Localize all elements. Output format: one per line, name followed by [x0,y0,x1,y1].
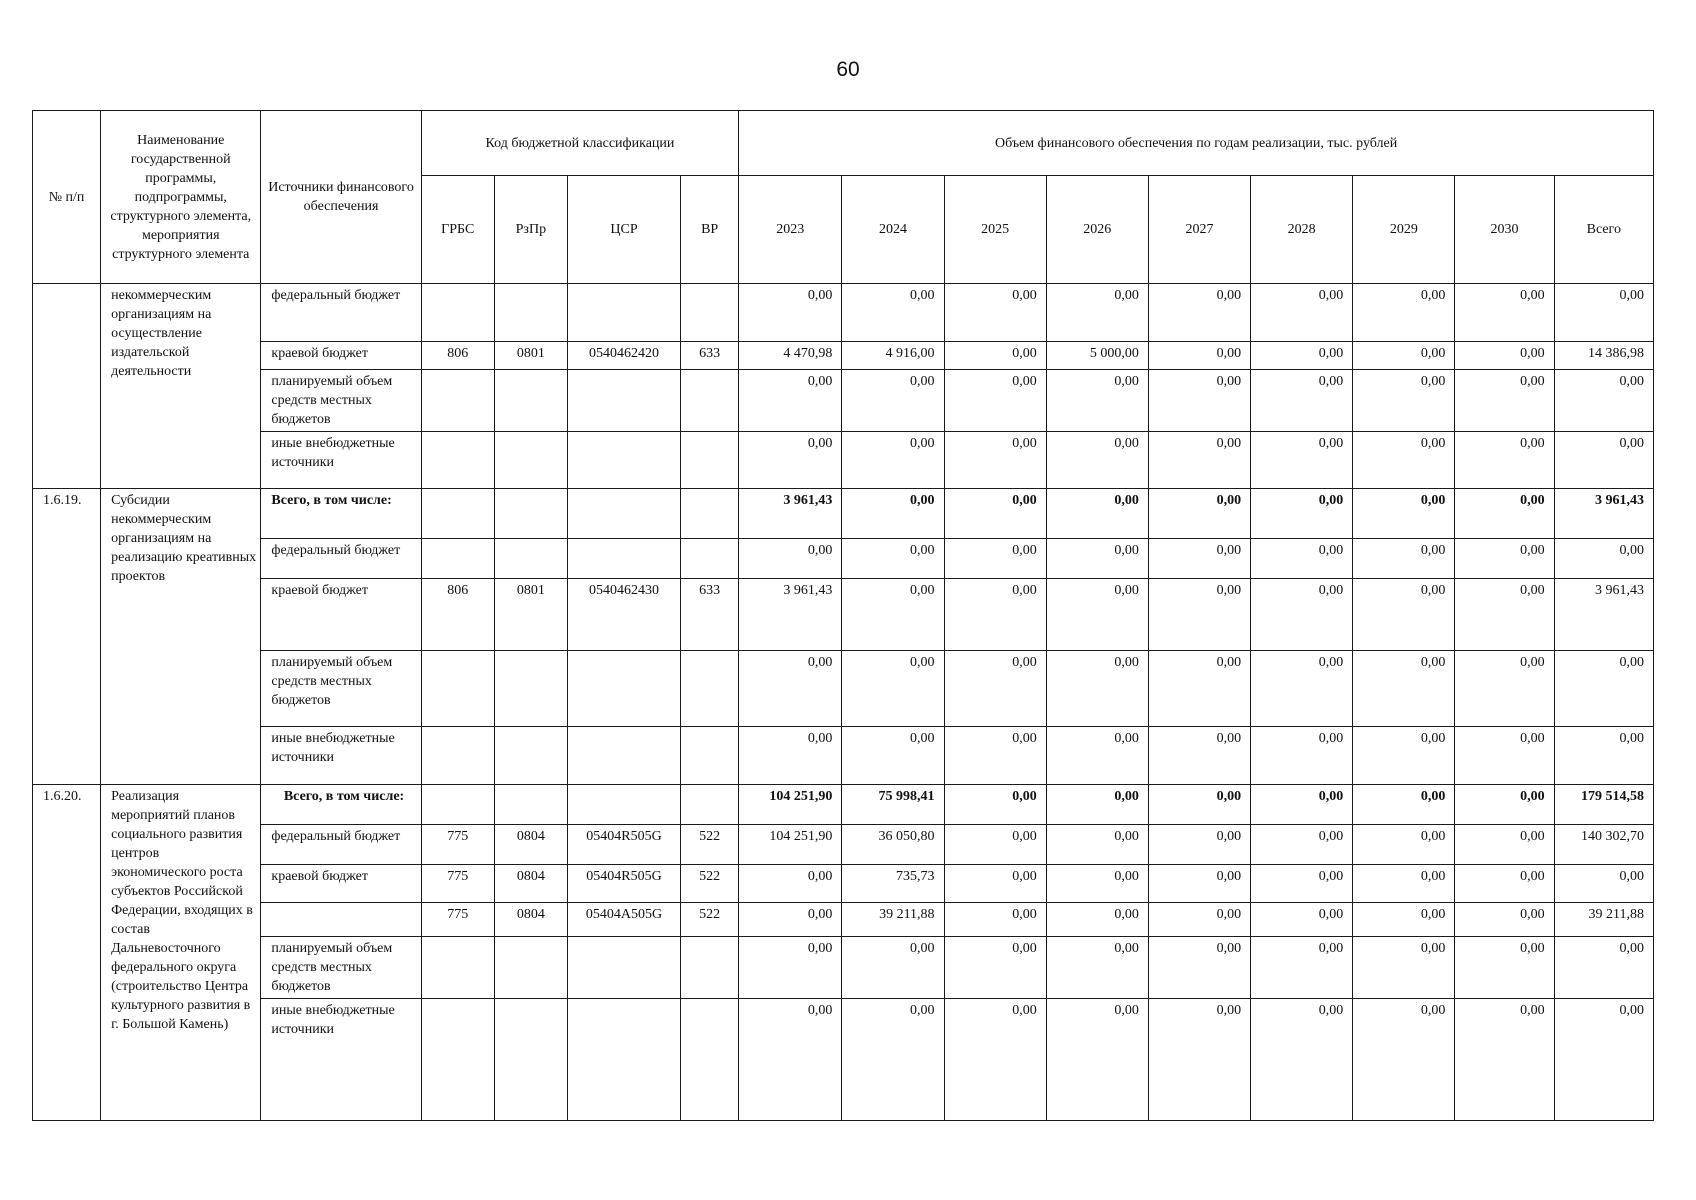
funding-source: планируемый объем средств местных бюджетов [261,937,421,999]
code-grbs [421,937,494,999]
header-total: Всего [1554,176,1653,284]
header-rzpr: РзПр [494,176,567,284]
value-year-2023: 104 251,90 [739,785,842,825]
funding-source: краевой бюджет [261,579,421,651]
table-row [33,539,1654,579]
value-year-2026: 0,00 [1046,651,1148,727]
value-year-2025: 0,00 [944,489,1046,539]
value-year-2028: 0,00 [1251,651,1353,727]
code-csr [567,539,680,579]
value-year-2027: 0,00 [1148,489,1250,539]
value-year-2027: 0,00 [1148,432,1250,489]
value-year-2026: 0,00 [1046,865,1148,903]
code-grbs [421,432,494,489]
code-csr: 0540462430 [567,579,680,651]
funding-source: краевой бюджет [261,342,421,370]
value-year-2024: 735,73 [842,865,944,903]
code-grbs [421,651,494,727]
code-csr [567,785,680,825]
value-year-2028: 0,00 [1251,785,1353,825]
table-row [33,284,1654,342]
table-row [33,489,1654,539]
value-year-2030: 0,00 [1455,785,1554,825]
value-year-2030: 0,00 [1455,342,1554,370]
code-grbs [421,539,494,579]
code-rzpr [494,284,567,342]
value-total: 0,00 [1554,370,1653,432]
table-row [33,342,1654,370]
value-year-2027: 0,00 [1148,651,1250,727]
code-grbs: 775 [421,825,494,865]
code-vr: 522 [681,903,739,937]
code-rzpr [494,370,567,432]
code-rzpr [494,432,567,489]
value-year-2030: 0,00 [1455,432,1554,489]
code-rzpr [494,785,567,825]
value-year-2027: 0,00 [1148,370,1250,432]
value-year-2028: 0,00 [1251,370,1353,432]
funding-source: Всего, в том числе: [261,489,421,539]
value-year-2025: 0,00 [944,937,1046,999]
value-year-2027: 0,00 [1148,727,1250,785]
code-vr [681,999,739,1121]
value-year-2025: 0,00 [944,284,1046,342]
code-csr: 05404R505G [567,865,680,903]
value-year-2023: 0,00 [739,370,842,432]
value-year-2024: 0,00 [842,284,944,342]
code-vr [681,785,739,825]
value-year-2026: 0,00 [1046,825,1148,865]
value-year-2024: 0,00 [842,937,944,999]
value-year-2027: 0,00 [1148,342,1250,370]
value-total: 3 961,43 [1554,579,1653,651]
code-vr: 633 [681,579,739,651]
value-year-2024: 0,00 [842,999,944,1121]
header-year-2028: 2028 [1251,176,1353,284]
code-grbs [421,727,494,785]
code-grbs: 806 [421,342,494,370]
value-year-2029: 0,00 [1353,432,1455,489]
value-year-2030: 0,00 [1455,865,1554,903]
code-csr [567,999,680,1121]
item-number: 1.6.19. [33,489,101,785]
value-year-2024: 75 998,41 [842,785,944,825]
header-budget-code: Код бюджетной классификации [421,111,739,176]
value-year-2028: 0,00 [1251,489,1353,539]
value-year-2025: 0,00 [944,342,1046,370]
funding-source: федеральный бюджет [261,539,421,579]
value-year-2029: 0,00 [1353,999,1455,1121]
value-year-2029: 0,00 [1353,579,1455,651]
code-csr: 05404A505G [567,903,680,937]
value-year-2030: 0,00 [1455,651,1554,727]
value-year-2024: 4 916,00 [842,342,944,370]
value-year-2028: 0,00 [1251,539,1353,579]
table-row [33,579,1654,651]
value-year-2023: 104 251,90 [739,825,842,865]
value-year-2028: 0,00 [1251,825,1353,865]
value-year-2030: 0,00 [1455,727,1554,785]
header-sources: Источники финансового обеспечения [261,111,421,284]
value-year-2029: 0,00 [1353,865,1455,903]
funding-source: иные внебюджетные источники [261,432,421,489]
code-vr [681,539,739,579]
value-total: 140 302,70 [1554,825,1653,865]
value-year-2029: 0,00 [1353,903,1455,937]
value-year-2025: 0,00 [944,579,1046,651]
funding-source: краевой бюджет [261,865,421,903]
value-year-2029: 0,00 [1353,937,1455,999]
value-year-2024: 0,00 [842,539,944,579]
code-vr: 633 [681,342,739,370]
value-year-2030: 0,00 [1455,489,1554,539]
value-year-2030: 0,00 [1455,370,1554,432]
value-year-2030: 0,00 [1455,903,1554,937]
value-year-2026: 0,00 [1046,432,1148,489]
value-year-2030: 0,00 [1455,937,1554,999]
value-total: 0,00 [1554,865,1653,903]
value-year-2029: 0,00 [1353,727,1455,785]
value-year-2023: 0,00 [739,651,842,727]
value-year-2025: 0,00 [944,432,1046,489]
code-rzpr: 0801 [494,342,567,370]
table-body [33,284,1654,1121]
code-rzpr [494,937,567,999]
value-year-2027: 0,00 [1148,865,1250,903]
value-year-2029: 0,00 [1353,825,1455,865]
code-vr [681,432,739,489]
code-rzpr [494,651,567,727]
code-rzpr: 0804 [494,825,567,865]
value-year-2026: 0,00 [1046,999,1148,1121]
code-grbs: 806 [421,579,494,651]
header-year-2024: 2024 [842,176,944,284]
value-year-2026: 0,00 [1046,785,1148,825]
value-year-2023: 0,00 [739,903,842,937]
value-total: 39 211,88 [1554,903,1653,937]
value-year-2023: 0,00 [739,937,842,999]
value-year-2025: 0,00 [944,999,1046,1121]
code-vr [681,284,739,342]
value-total: 179 514,58 [1554,785,1653,825]
code-vr: 522 [681,865,739,903]
code-csr: 0540462420 [567,342,680,370]
header-csr: ЦСР [567,176,680,284]
value-year-2027: 0,00 [1148,937,1250,999]
value-year-2030: 0,00 [1455,579,1554,651]
funding-source: федеральный бюджет [261,284,421,342]
code-rzpr [494,489,567,539]
code-csr [567,651,680,727]
table-row [33,903,1654,937]
code-rzpr [494,539,567,579]
header-year-2026: 2026 [1046,176,1148,284]
value-year-2030: 0,00 [1455,825,1554,865]
funding-source: иные внебюджетные источники [261,999,421,1121]
table-row [33,727,1654,785]
value-year-2024: 0,00 [842,432,944,489]
value-total: 0,00 [1554,727,1653,785]
funding-source: планируемый объем средств местных бюджетов [261,651,421,727]
code-grbs: 775 [421,865,494,903]
value-total: 0,00 [1554,651,1653,727]
value-year-2023: 0,00 [739,432,842,489]
value-year-2027: 0,00 [1148,785,1250,825]
table-row [33,785,1654,825]
value-year-2026: 0,00 [1046,284,1148,342]
header-year-2025: 2025 [944,176,1046,284]
value-year-2029: 0,00 [1353,342,1455,370]
code-csr [567,937,680,999]
table-row [33,937,1654,999]
code-vr [681,727,739,785]
page-number: 60 [836,58,860,81]
value-year-2024: 0,00 [842,579,944,651]
code-rzpr: 0804 [494,903,567,937]
funding-source: иные внебюджетные источники [261,727,421,785]
value-year-2025: 0,00 [944,651,1046,727]
value-year-2028: 0,00 [1251,284,1353,342]
value-year-2026: 0,00 [1046,579,1148,651]
code-csr [567,432,680,489]
value-year-2026: 0,00 [1046,727,1148,785]
code-grbs: 775 [421,903,494,937]
code-rzpr: 0801 [494,579,567,651]
value-total: 0,00 [1554,999,1653,1121]
header-grbs: ГРБС [421,176,494,284]
value-total: 0,00 [1554,284,1653,342]
funding-source: федеральный бюджет [261,825,421,865]
value-year-2026: 0,00 [1046,370,1148,432]
table-row [33,651,1654,727]
header-year-2023: 2023 [739,176,842,284]
value-year-2027: 0,00 [1148,825,1250,865]
value-year-2030: 0,00 [1455,999,1554,1121]
value-total: 0,00 [1554,432,1653,489]
value-year-2025: 0,00 [944,825,1046,865]
value-year-2028: 0,00 [1251,865,1353,903]
code-grbs [421,284,494,342]
table-row [33,825,1654,865]
table-row [33,432,1654,489]
value-year-2027: 0,00 [1148,539,1250,579]
code-rzpr [494,727,567,785]
code-csr [567,284,680,342]
value-year-2024: 0,00 [842,370,944,432]
header-no: № п/п [33,111,101,284]
value-year-2029: 0,00 [1353,370,1455,432]
code-vr [681,651,739,727]
value-year-2029: 0,00 [1353,651,1455,727]
value-year-2028: 0,00 [1251,999,1353,1121]
value-year-2030: 0,00 [1455,284,1554,342]
value-year-2025: 0,00 [944,865,1046,903]
code-grbs [421,785,494,825]
header-year-2027: 2027 [1148,176,1250,284]
value-year-2028: 0,00 [1251,727,1353,785]
funding-source: Всего, в том числе: [261,785,421,825]
code-rzpr: 0804 [494,865,567,903]
value-year-2023: 0,00 [739,865,842,903]
item-number: 1.6.20. [33,785,101,1121]
code-vr [681,937,739,999]
code-csr: 05404R505G [567,825,680,865]
value-year-2028: 0,00 [1251,342,1353,370]
value-year-2025: 0,00 [944,727,1046,785]
value-year-2026: 0,00 [1046,903,1148,937]
value-year-2029: 0,00 [1353,489,1455,539]
value-year-2023: 0,00 [739,284,842,342]
code-vr: 522 [681,825,739,865]
value-year-2024: 39 211,88 [842,903,944,937]
value-year-2029: 0,00 [1353,539,1455,579]
value-year-2028: 0,00 [1251,579,1353,651]
header-volume: Объем финансового обеспечения по годам реализации, тыс. рублей [739,111,1654,176]
value-year-2023: 0,00 [739,539,842,579]
value-year-2026: 5 000,00 [1046,342,1148,370]
value-year-2026: 0,00 [1046,489,1148,539]
item-name: Реализация мероприятий планов социального развития центров экономического роста субъектов Российской Федерации, входящих в состав Дальневосточного федерального округа (строительство Центра культурного развития в г. Большой Камень) [101,785,261,1121]
value-year-2024: 0,00 [842,651,944,727]
value-year-2023: 3 961,43 [739,579,842,651]
value-year-2025: 0,00 [944,903,1046,937]
funding-source [261,903,421,937]
value-total: 14 386,98 [1554,342,1653,370]
table-row [33,370,1654,432]
value-year-2027: 0,00 [1148,903,1250,937]
code-grbs [421,999,494,1121]
value-total: 0,00 [1554,539,1653,579]
value-year-2027: 0,00 [1148,999,1250,1121]
header-vr: ВР [681,176,739,284]
value-year-2030: 0,00 [1455,539,1554,579]
value-year-2024: 0,00 [842,727,944,785]
value-year-2027: 0,00 [1148,284,1250,342]
code-grbs [421,370,494,432]
code-vr [681,489,739,539]
value-year-2024: 0,00 [842,489,944,539]
value-year-2025: 0,00 [944,785,1046,825]
value-total: 3 961,43 [1554,489,1653,539]
value-year-2023: 3 961,43 [739,489,842,539]
item-number [33,284,101,489]
value-year-2023: 0,00 [739,727,842,785]
funding-source: планируемый объем средств местных бюджетов [261,370,421,432]
table-row [33,999,1654,1121]
value-year-2026: 0,00 [1046,937,1148,999]
value-year-2025: 0,00 [944,539,1046,579]
item-name: Субсидии некоммерческим организациям на реализацию креативных проектов [101,489,261,785]
value-year-2027: 0,00 [1148,579,1250,651]
value-year-2026: 0,00 [1046,539,1148,579]
value-total: 0,00 [1554,937,1653,999]
item-name: некоммерческим организациям на осуществление издательской деятельности [101,284,261,489]
value-year-2023: 0,00 [739,999,842,1121]
table-row [33,865,1654,903]
header-year-2029: 2029 [1353,176,1455,284]
code-grbs [421,489,494,539]
value-year-2029: 0,00 [1353,785,1455,825]
value-year-2024: 36 050,80 [842,825,944,865]
value-year-2028: 0,00 [1251,903,1353,937]
value-year-2028: 0,00 [1251,937,1353,999]
code-vr [681,370,739,432]
code-csr [567,489,680,539]
value-year-2023: 4 470,98 [739,342,842,370]
value-year-2028: 0,00 [1251,432,1353,489]
header-year-2030: 2030 [1455,176,1554,284]
budget-table [32,110,1654,1121]
value-year-2029: 0,00 [1353,284,1455,342]
code-csr [567,727,680,785]
value-year-2025: 0,00 [944,370,1046,432]
code-csr [567,370,680,432]
code-rzpr [494,999,567,1121]
header-name: Наименование государственной программы, подпрограммы, структурного элемента, мероприятия структурного элемента [101,111,261,284]
